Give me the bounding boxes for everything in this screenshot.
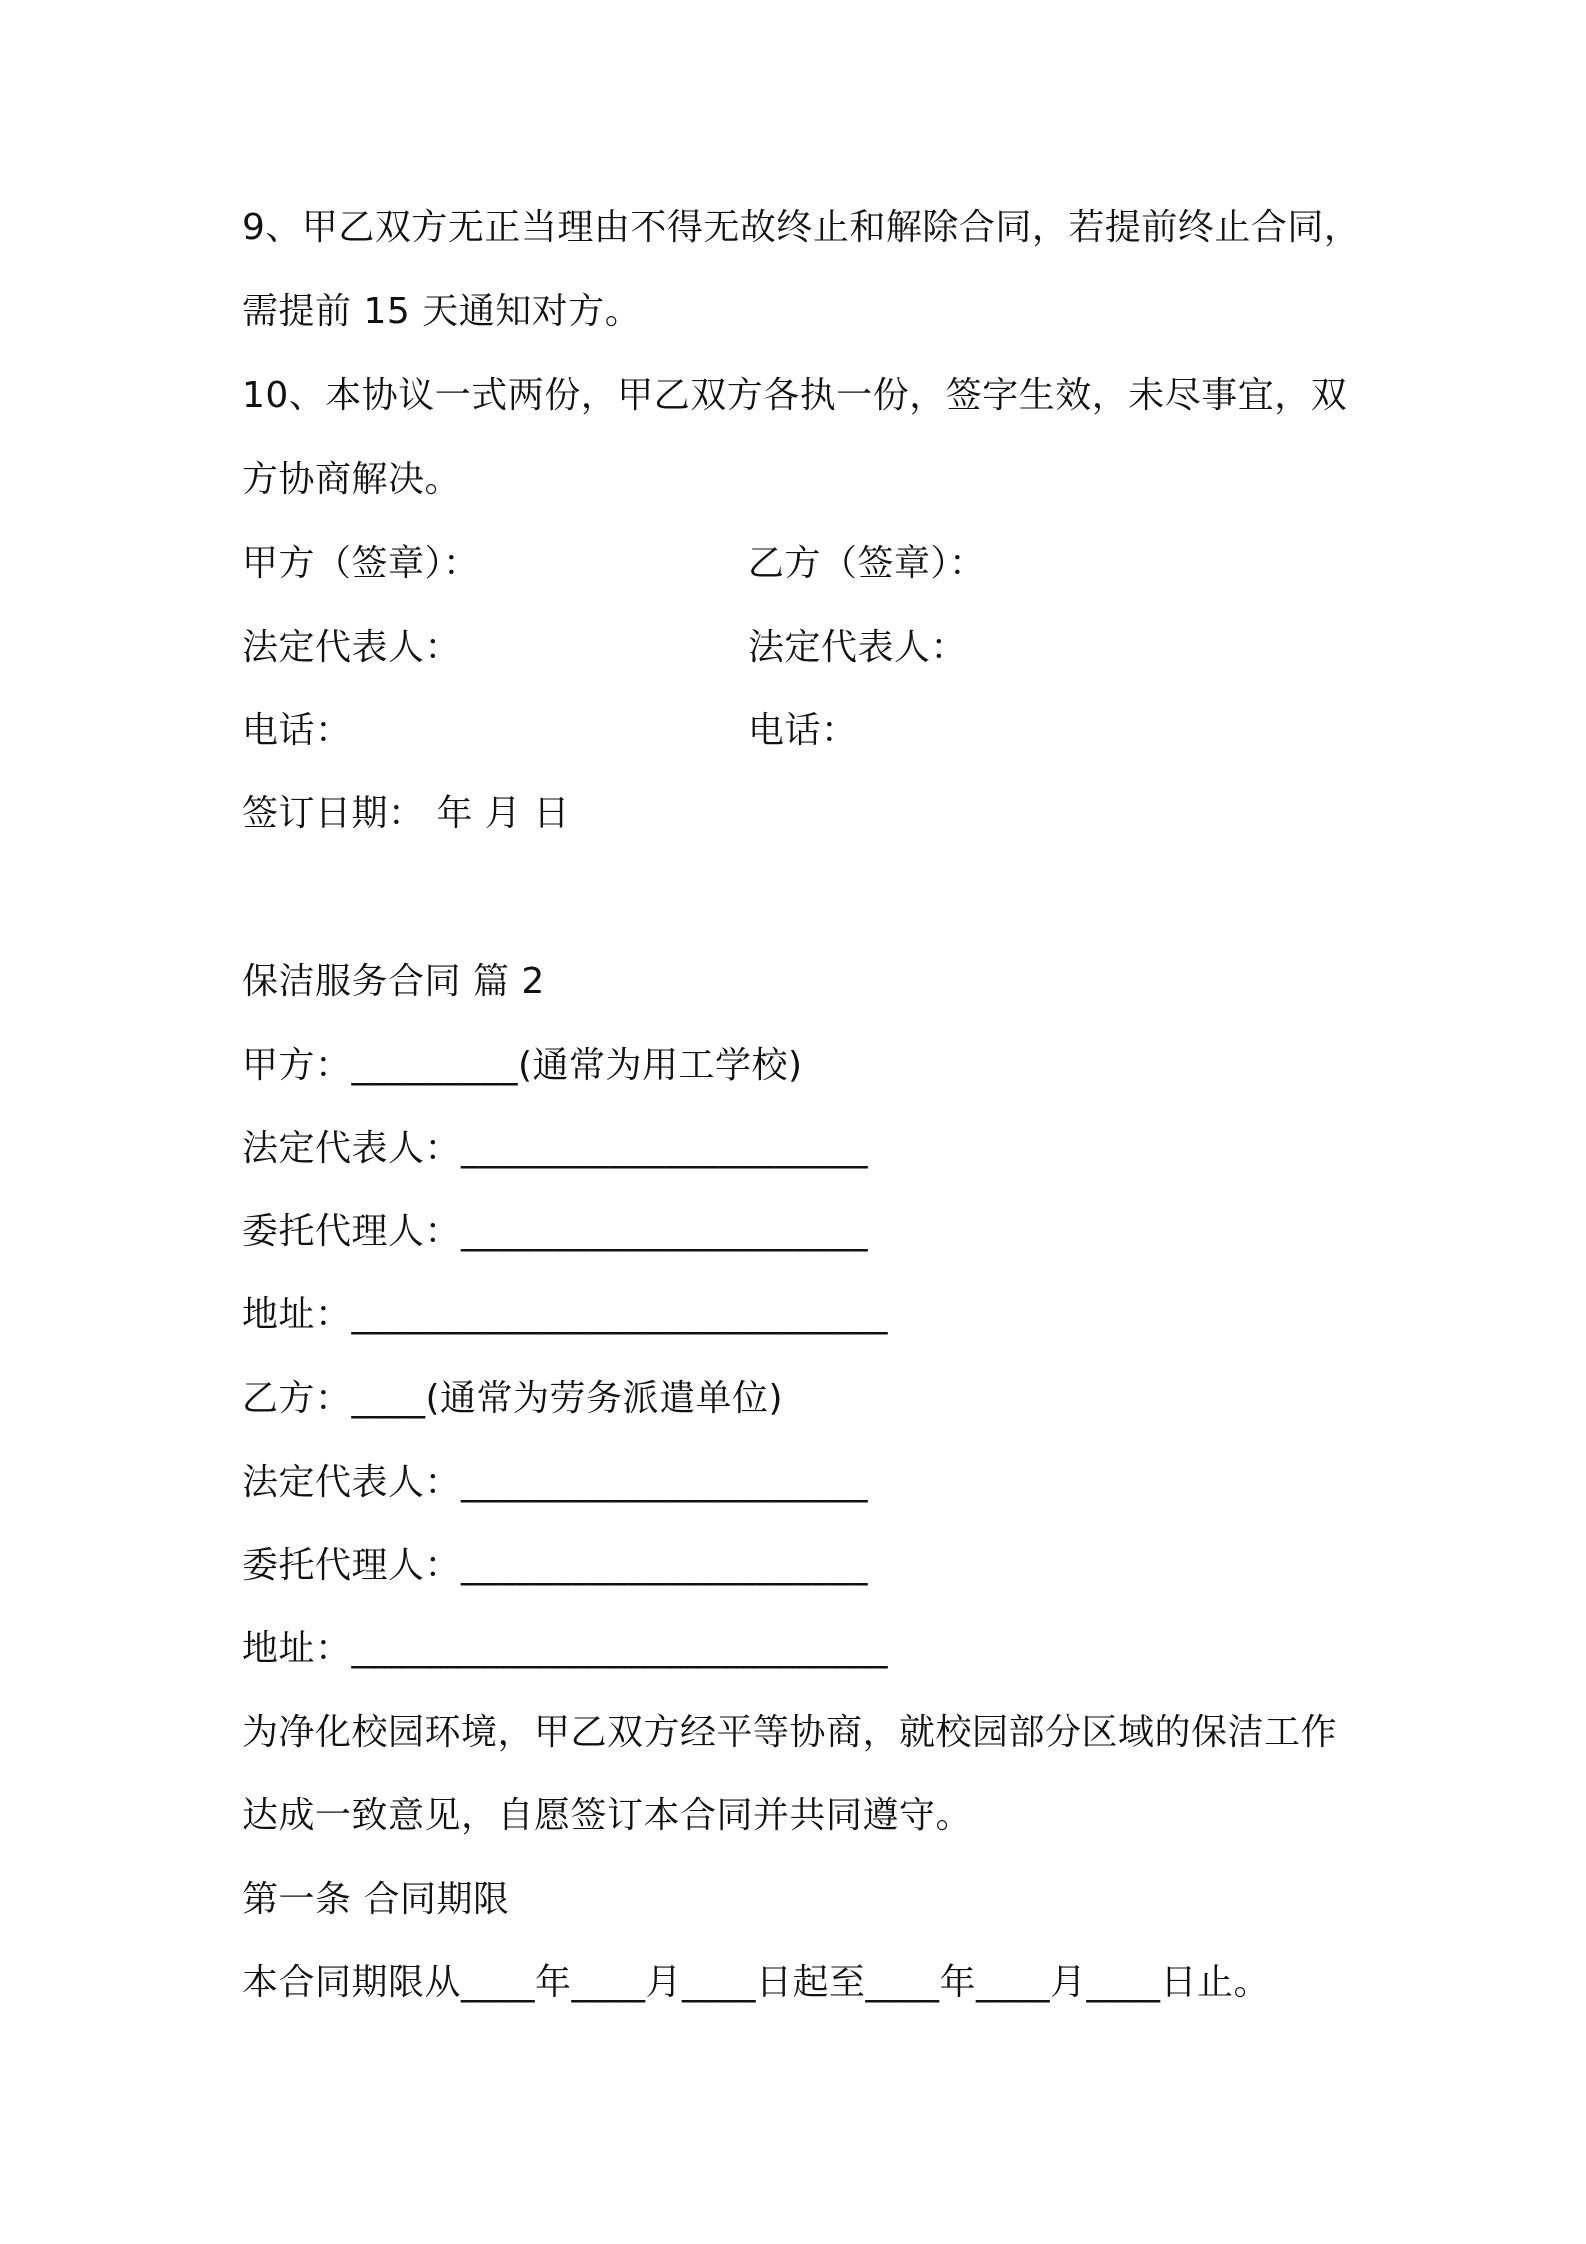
party-b-seal-label: 乙方（签章）： [748, 543, 986, 584]
party-b-agent-line: 委托代理人：______________________ [242, 1545, 869, 1586]
party-a-rep-label: 法定代表人： [242, 627, 462, 668]
preamble-line-2: 达成一致意见，自愿签订本合同并共同遵守。 [242, 1795, 973, 1836]
article-1-title: 第一条 合同期限 [242, 1879, 510, 1920]
preamble-line-1: 为净化校园环境，甲乙双方经平等协商，就校园部分区域的保洁工作 [242, 1712, 1338, 1753]
contract-2-title: 保洁服务合同 篇 2 [242, 961, 545, 1002]
party-b-line: 乙方：____(通常为劳务派遣单位) [242, 1378, 784, 1419]
clause-9-line-1: 9、甲乙双方无正当理由不得无故终止和解除合同，若提前终止合同， [242, 207, 1361, 248]
party-a-line: 甲方：_________(通常为用工学校) [242, 1045, 803, 1086]
article-1-text: 本合同期限从____年____月____日起至____年____月____日止。 [242, 1962, 1271, 2003]
party-a-seal-label: 甲方（签章）： [242, 543, 480, 584]
party-b-rep-line: 法定代表人：______________________ [242, 1462, 869, 1503]
party-b-address-line: 地址：_____________________________ [242, 1628, 889, 1669]
party-b-phone-label: 电话： [748, 710, 858, 751]
party-a-rep-line: 法定代表人：______________________ [242, 1128, 869, 1169]
sign-date-label: 签订日期： 年 月 日 [242, 793, 570, 834]
party-b-rep-label: 法定代表人： [748, 627, 968, 668]
clause-10-line-1: 10、本协议一式两份，甲乙双方各执一份，签字生效，未尽事宜，双 [242, 375, 1348, 416]
party-a-agent-line: 委托代理人：______________________ [242, 1211, 869, 1252]
clause-10-line-2: 方协商解决。 [242, 459, 462, 500]
party-a-phone-label: 电话： [242, 710, 352, 751]
clause-9-line-2: 需提前 15 天通知对方。 [242, 291, 642, 332]
party-a-address-line: 地址：_____________________________ [242, 1294, 889, 1335]
